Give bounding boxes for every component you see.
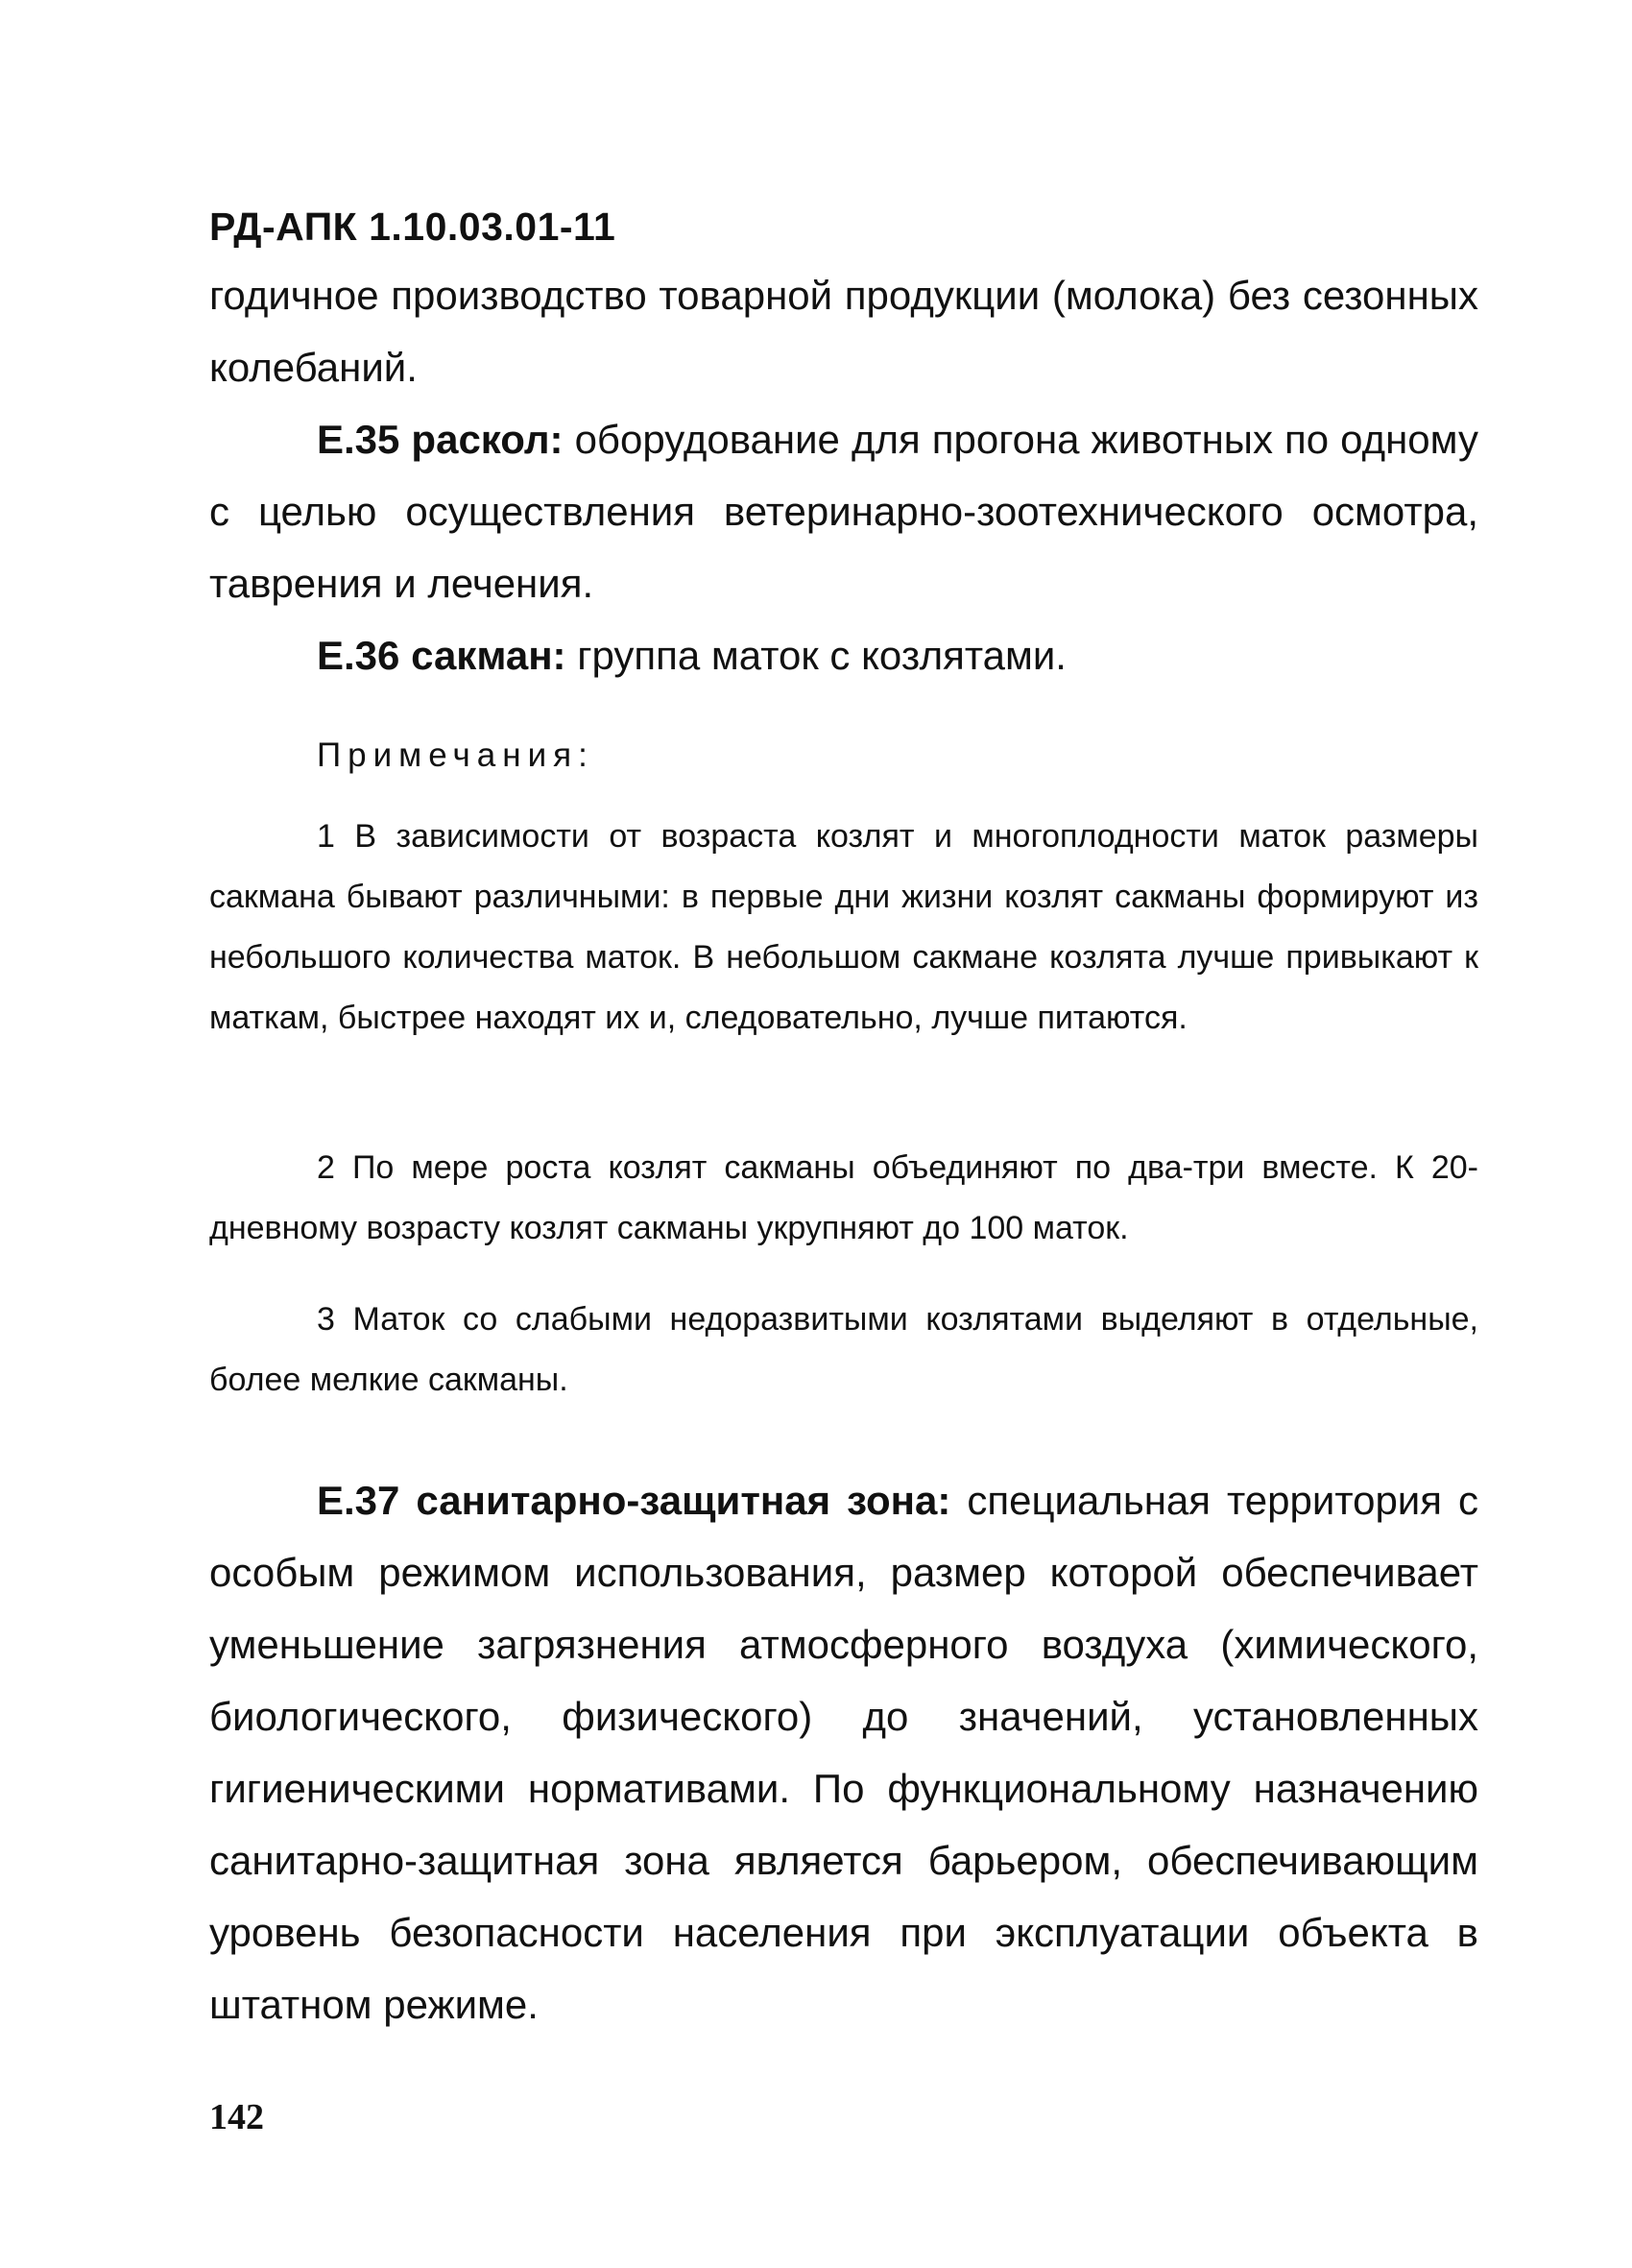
definition-e35-text: оборудование для прогона животных по одному с целью осуществления ветеринарно-зоотехнического осмотра, таврения и лечения. — [209, 417, 1478, 606]
term-e36: Е.36 сакман: — [317, 633, 566, 678]
definition-e36 — [209, 619, 1478, 691]
note-3: 3 Маток со слабыми недоразвитыми козлятами выделяют в отдельные, более мелкие сакманы. — [209, 1301, 1478, 1398]
page-number: 142 — [209, 2097, 264, 2137]
term-e35: Е.35 раскол: — [317, 417, 564, 462]
definition-e37-text: специальная территория с особым режимом использования, размер которой обеспечивает уменьшение загрязнения атмосферного воздуха (химического, биологического, физического) до значений, установленных гигиеническими нормативами. По функциональному назначению санитарно-защитная зона является барьером, обеспечивающим уровень безопасности населения при эксплуатации объекта в штатном режиме. — [209, 1478, 1479, 2027]
note-2: 2 По мере роста козлят сакманы объединяют по два-три вместе. К 20-дневному возрасту козлят сакманы укрупняют до 100 маток. — [209, 1149, 1478, 1246]
continuation-paragraph: годичное производство товарной продукции (молока) без сезонных колебаний. — [209, 273, 1478, 390]
definition-e37 — [209, 1464, 1478, 2040]
note-1: 1 В зависимости от возраста козлят и многоплодности маток размеры сакмана бывают различными: в первые дни жизни козлят сакманы формируют из небольшого количества маток. В небольшом сакмане козлята лучше привыкают к маткам, быстрее находят их и, следовательно, лучше питаются. — [209, 818, 1478, 1036]
definition-e36-text: группа маток с козлятами. — [565, 633, 1067, 678]
definition-e35 — [209, 403, 1478, 619]
document-code-header: РД-АПК 1.10.03.01-11 — [209, 205, 616, 249]
term-e37: Е.37 санитарно-защитная зона: — [317, 1478, 951, 1523]
notes-title: Примечания: — [317, 736, 594, 774]
